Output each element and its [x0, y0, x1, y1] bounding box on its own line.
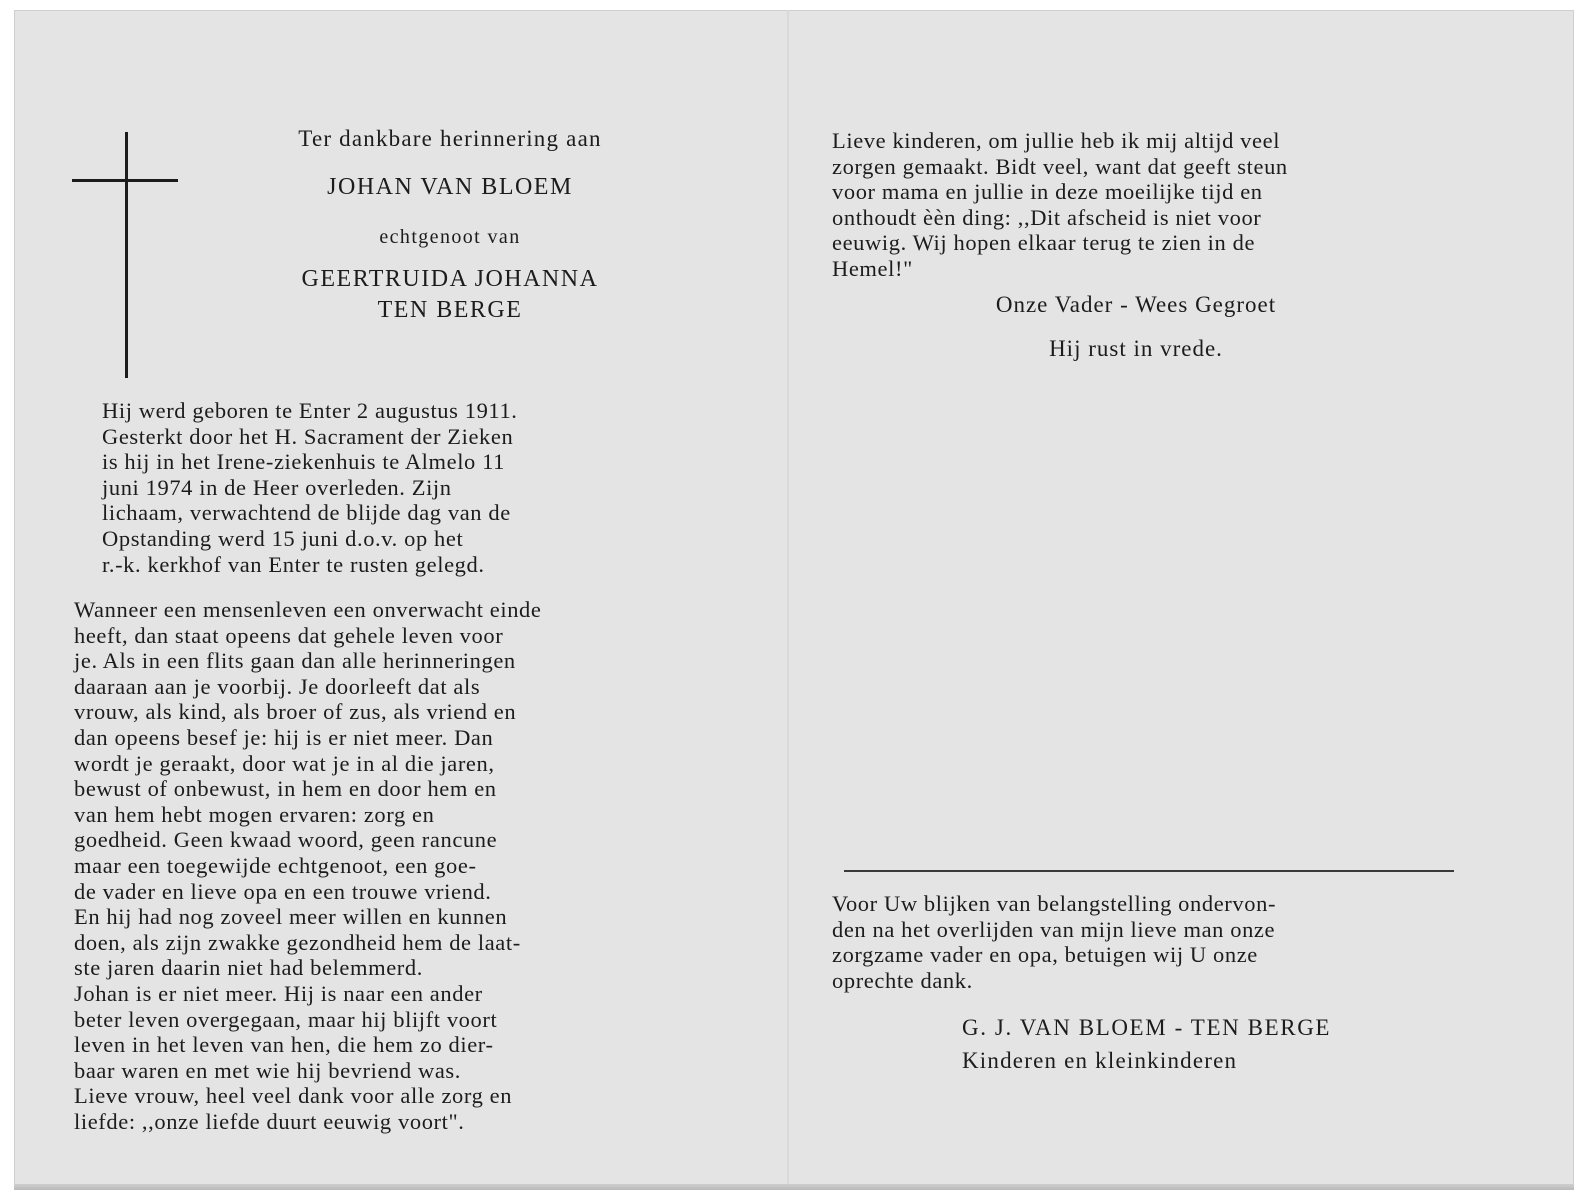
- reflection-line: je. Als in een flits gaan dan alle herinneringen: [74, 648, 516, 674]
- reflection-line: vrouw, als kind, als broer of zus, als vriend en: [74, 699, 517, 725]
- reflection-line: van hem hebt mogen ervaren: zorg en: [74, 801, 435, 827]
- deceased-name: JOHAN VAN BLOEM: [327, 174, 573, 200]
- spouse-name-line1: GEERTRUIDA JOHANNA: [301, 266, 599, 292]
- bio-line: juni 1974 in de Heer overleden. Zijn: [102, 474, 452, 500]
- biography: [102, 398, 662, 577]
- reflection-line: daaraan aan je voorbij. Je doorleeft dat als: [74, 673, 481, 699]
- prayers: Onze Vader - Wees Gegroet: [995, 292, 1277, 317]
- message-line: onthoudt èèn ding: ,,Dit afscheid is niet voor: [832, 204, 1262, 230]
- reflection: [74, 597, 682, 1134]
- signature-name: G. J. VAN BLOEM - TEN BERGE: [962, 1015, 1332, 1040]
- rest-in-peace: Hij rust in vrede.: [1049, 336, 1223, 361]
- reflection-line: maar een toegewijde echtgenoot, een goe-: [74, 852, 477, 878]
- thanks: [832, 891, 1440, 993]
- intro-text: Ter dankbare herinnering aan: [298, 126, 602, 151]
- reflection-line: dan opeens besef je: hij is er niet meer. Dan: [74, 724, 494, 750]
- spouse-label: echtgenoot van: [379, 226, 521, 248]
- message: [832, 128, 1440, 282]
- reflection-line: baar waren en met wie hij bevriend was.: [74, 1057, 462, 1083]
- reflection-line: de vader en lieve opa en een trouwe vriend.: [74, 878, 492, 904]
- reflection-line: heeft, dan staat opeens dat gehele leven voor: [74, 622, 504, 648]
- reflection-line: wordt je geraakt, door wat je in al die jaren,: [74, 750, 495, 776]
- spouse-name-line2: TEN BERGE: [377, 297, 523, 323]
- bio-line: Hij werd geboren te Enter 2 augustus 1911.: [102, 398, 518, 423]
- message-line: voor mama en jullie in deze moeilijke tijd en: [832, 179, 1263, 205]
- cross-icon: [125, 132, 128, 378]
- memorial-card: [14, 10, 1574, 1190]
- thanks-line: oprechte dank.: [832, 967, 973, 993]
- reflection-line: Lieve vrouw, heel veel dank voor alle zorg en: [74, 1083, 513, 1109]
- reflection-line: Wanneer een mensenleven een onverwacht einde: [74, 597, 542, 622]
- cross-icon-bar: [72, 179, 178, 182]
- thanks-line: den na het overlijden van mijn lieve man onze: [832, 916, 1276, 942]
- bio-line: r.-k. kerkhof van Enter te rusten gelegd.: [102, 551, 485, 577]
- reflection-line: liefde: ,,onze liefde duurt eeuwig voort".: [74, 1108, 465, 1134]
- center-fold: [787, 10, 789, 1190]
- reflection-line: bewust of onbewust, in hem en door hem en: [74, 776, 497, 802]
- bio-line: is hij in het Irene-ziekenhuis te Almelo 11: [102, 449, 505, 475]
- reflection-line: Johan is er niet meer. Hij is naar een ander: [74, 980, 483, 1006]
- thanks-line: zorgzame vader en opa, betuigen wij U onze: [832, 942, 1258, 968]
- bio-line: Gesterkt door het H. Sacrament der Zieken: [102, 423, 514, 449]
- message-line: zorgen gemaakt. Bidt veel, want dat geeft steun: [832, 153, 1288, 179]
- thanks-line: Voor Uw blijken van belangstelling ondervon-: [832, 891, 1277, 916]
- reflection-line: En hij had nog zoveel meer willen en kunnen: [74, 904, 508, 930]
- reflection-line: doen, als zijn zwakke gezondheid hem de laat-: [74, 929, 521, 955]
- message-line: eeuwig. Wij hopen elkaar terug te zien in de: [832, 230, 1256, 256]
- reflection-line: goedheid. Geen kwaad woord, geen rancune: [74, 827, 498, 853]
- divider-line: [844, 870, 1454, 872]
- reflection-line: ste jaren daarin niet had belemmerd.: [74, 955, 423, 981]
- message-line: Hemel!": [832, 255, 913, 281]
- signature-family: Kinderen en kleinkinderen: [962, 1048, 1238, 1073]
- reflection-line: leven in het leven van hen, die hem zo dier-: [74, 1032, 494, 1058]
- message-line: Lieve kinderen, om jullie heb ik mij altijd veel: [832, 128, 1281, 153]
- bio-line: Opstanding werd 15 juni d.o.v. op het: [102, 525, 464, 551]
- bio-line: lichaam, verwachtend de blijde dag van de: [102, 500, 511, 526]
- reflection-line: beter leven overgegaan, maar hij blijft voort: [74, 1006, 498, 1032]
